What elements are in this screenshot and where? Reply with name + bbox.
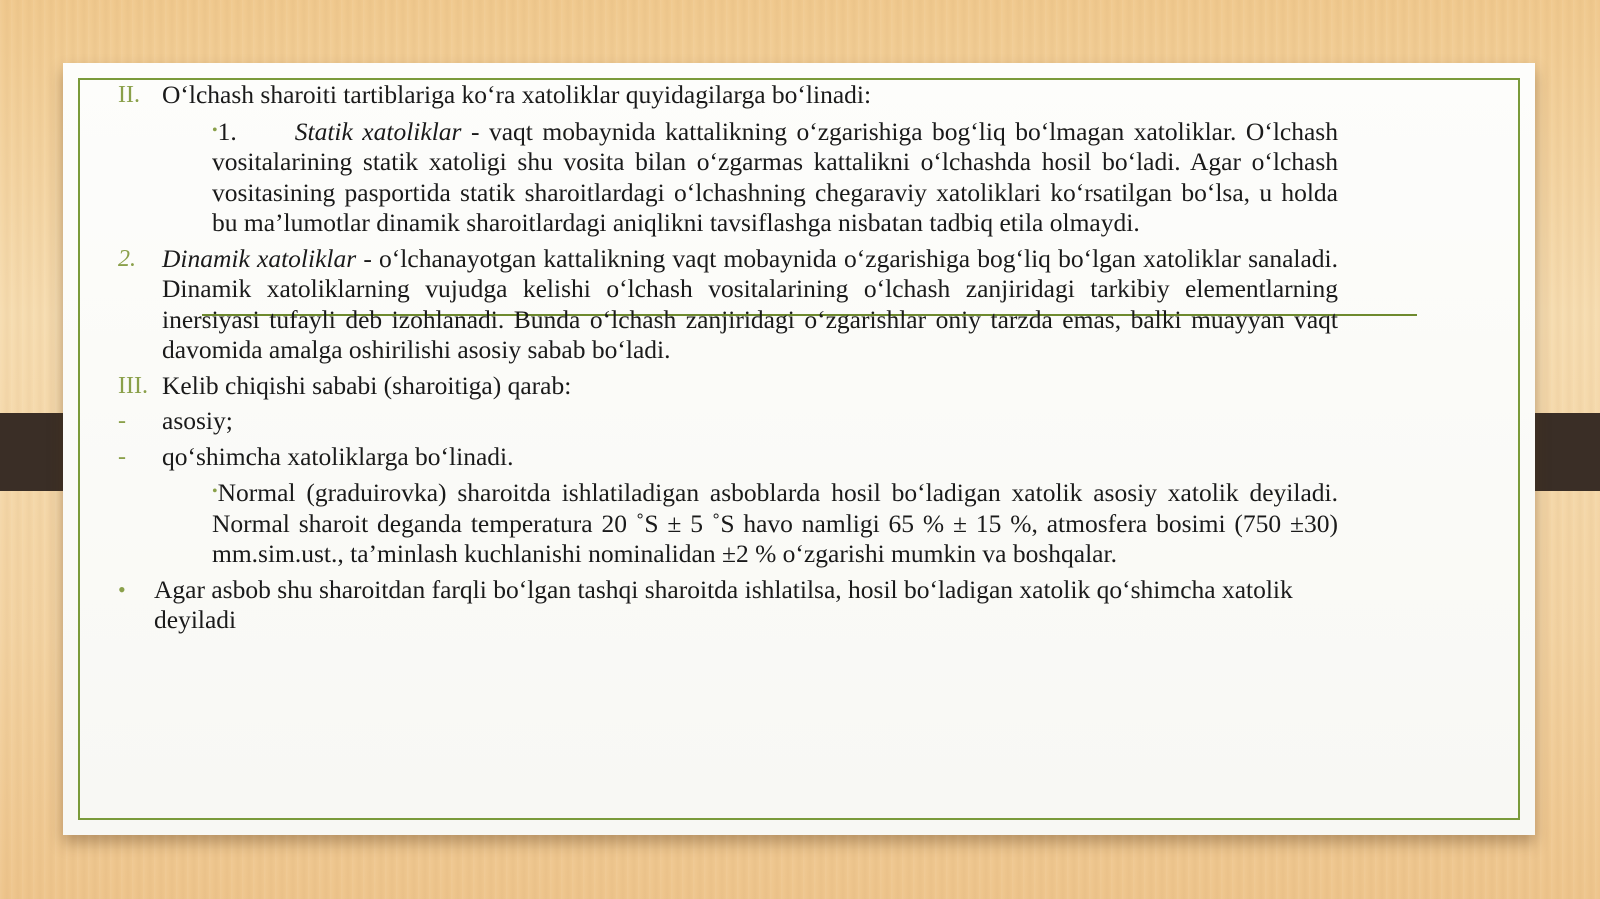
list-item bbox=[118, 80, 1338, 111]
list-item bbox=[118, 244, 1338, 366]
paragraph-static-errors bbox=[142, 116, 1338, 239]
paragraph-body bbox=[142, 116, 1338, 239]
list-item-text: asosiy; bbox=[162, 406, 233, 435]
list-item bbox=[118, 371, 1338, 402]
bullet-icon: • bbox=[118, 576, 126, 602]
paragraph-text: Normal (graduirovka) sharoitda ishlatiladigan asboblarda hosil bo‘ladigan xatolik asosiy xatolik deyiladi. Normal sharoit deganda temperatura 20 ˚S ± 5 ˚S havo namligi 65 % ± 15 %, atmosfera bosimi (750 ±30) mm.sim.ust., ta’minlash kuchlanishi nominalidan ±2 % o‘zgarishi mumkin va boshqalar. bbox=[212, 478, 1338, 568]
list-item-text bbox=[162, 244, 1338, 366]
list-marker: III. bbox=[118, 372, 148, 399]
list-item-text: Kelib chiqishi sababi (sharoitiga) qarab: bbox=[162, 370, 572, 400]
list-marker: 2. bbox=[118, 245, 136, 272]
paragraph-text: - vaqt mobaynida kattalikning o‘zgarishiga bog‘liq bo‘lmagan xatoliklar. O‘lchash vositalarining statik xatoligi shu vosita bilan o‘zgarmas kattalikni o‘lchashda hosil bo‘ladi. Agar o‘lchash vositasining pasportida statik sharoitlardagi o‘lchashning chegaraviy xatoliklari ko‘rsatilgan bo‘lsa, u holda bu ma’lumotlar dinamik sharoitlardagi aniqlikni tavsiflashga nisbatan tadbiq etila olmaydi. bbox=[212, 116, 1338, 237]
list-item bbox=[118, 406, 1338, 437]
paragraph-text: - o‘lchanayotgan kattalikning vaqt mobaynida o‘zgarishiga bog‘liq bo‘lgan xatoliklar sanaladi. Dinamik xatoliklarning vujudga kelishi o‘lchash vositalarining o‘lchash zanjiridagi tarkibiy elementlarning inersiyasi tufayli deb izohlanadi. Bunda o‘lchash zanjiridagi o‘zgarishlar oniy tarzda emas, balki muayyan vaqt davomida amalga oshirilishi asosiy sabab bo‘ladi. bbox=[162, 243, 1339, 364]
list-item-text: Agar asbob shu sharoitdan farqli bo‘lgan tashqi sharoitda ishlatilsa, hosil bo‘ladigan xatolik qo‘shimcha xatolik deyiladi bbox=[154, 574, 1293, 634]
list-item bbox=[118, 575, 1338, 636]
term-static: Statik xatoliklar bbox=[294, 116, 462, 146]
paragraph-number: 1. bbox=[217, 116, 237, 146]
bullet-icon: • bbox=[212, 121, 218, 139]
list-item-text: qo‘shimcha xatoliklarga bo‘linadi. bbox=[162, 441, 514, 471]
bullet-icon: • bbox=[212, 483, 218, 500]
paragraph-body bbox=[142, 477, 1338, 570]
list-item bbox=[118, 442, 1338, 473]
list-item-text: O‘lchash sharoiti tartiblariga ko‘ra xatoliklar quyidagilarga bo‘linadi: bbox=[162, 80, 872, 109]
slide-content bbox=[118, 80, 1338, 641]
list-marker: - bbox=[118, 443, 126, 470]
list-marker: - bbox=[118, 408, 126, 434]
list-marker: II. bbox=[118, 82, 140, 108]
paragraph-normal-conditions bbox=[142, 477, 1338, 570]
term-dynamic: Dinamik xatoliklar bbox=[162, 243, 357, 273]
